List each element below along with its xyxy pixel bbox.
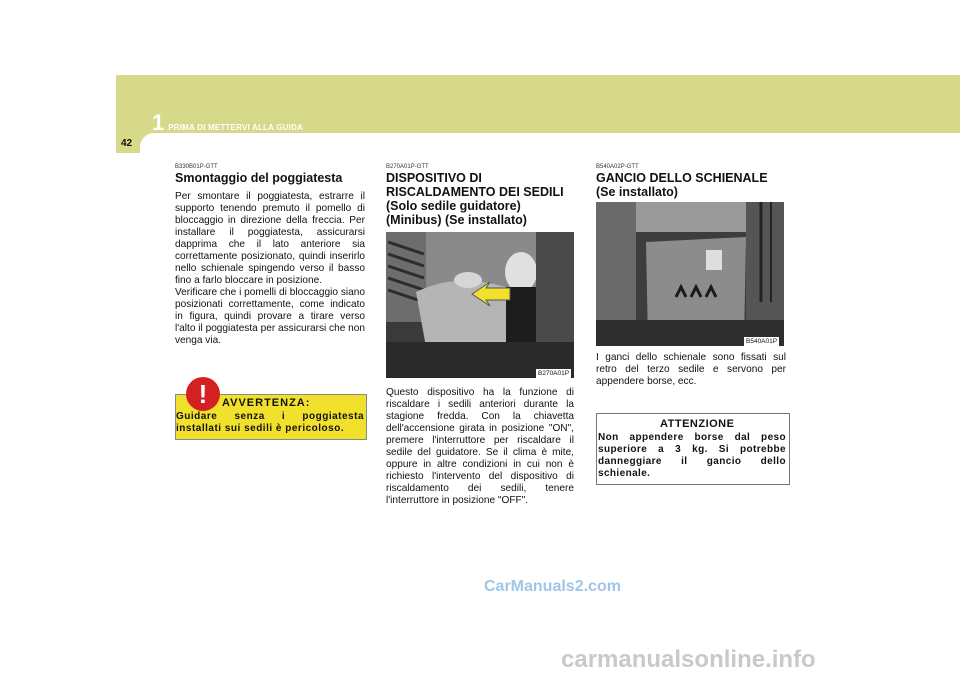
image-caption: B540A01P (746, 338, 778, 345)
section-code: B540A02P-GTT (596, 164, 639, 170)
section-body: Questo dispositivo ha la funzione di riscaldare i sedili anteriori durante la stagione fredda. Con la chiavetta dell'accensione girata in posizione "ON", premere l'interruttore per riscaldare il sedile del guidatore. Se il clima è mite, oppure in altre condizioni in cui non è richiesto l'intervento del dispositivo di riscaldamento dei sedili, tenere l'interruttore in posizione "OFF". (386, 387, 574, 506)
section-body: I ganci dello schienale sono fissati sul retro del terzo sedile e servono per appendere borse, ecc. (596, 352, 786, 387)
warning-text: Guidare senza i poggiatesta installati sui sedili è pericoloso. (176, 411, 364, 434)
chapter-heading (152, 110, 303, 136)
caution-text: Non appendere borse dal peso superiore a 3 kg. Si potrebbe danneggiare il gancio dello schienale. (598, 432, 786, 479)
page-number: 42 (121, 138, 133, 149)
image-caption: B270A01P (538, 370, 570, 377)
body-paragraph: Verificare che i pomelli di bloccaggio siano posizionati correttamente, come indicato in figura, quindi provare a tirare verso l'alto il poggiatesta per assicurarsi che non venga via. (175, 287, 365, 346)
section-heading: DISPOSITIVO DI RISCALDAMENTO DEI SEDILI (Solo sedile guidatore) (Minibus) (Se installato) (386, 171, 564, 227)
section-headrest-removal (175, 164, 365, 347)
seat-heater-illustration (386, 232, 574, 378)
page-tab-inner (140, 133, 960, 153)
watermark-top: CarManuals2.com (484, 578, 621, 595)
chapter-title: PRIMA DI METTERVI ALLA GUIDA (168, 123, 304, 132)
body-paragraph: Per smontare il poggiatesta, estrarre il supporto tenendo premuto il pomello di bloccaggio in direzione della freccia. Per installare il poggiatesta, assicurarsi dapprima che il lato anteriore sia correttamente posizionato, quindi inserirlo nello schienale spingendo verso il basso fino a farlo bloccare in posizione. (175, 191, 365, 286)
seatback-hook-illustration (596, 202, 784, 346)
seat-heater-photo (386, 232, 574, 378)
warning-title: AVVERTENZA: (222, 397, 311, 409)
section-heading: GANCIO DELLO SCHIENALE (Se installato) (596, 171, 768, 199)
warning-icon: ! (186, 377, 220, 411)
caution-title: ATTENZIONE (660, 418, 735, 430)
watermark-bottom: carmanualsonline.info (561, 646, 816, 673)
chapter-number: 1 (152, 110, 165, 135)
section-seat-heater (386, 164, 576, 233)
section-heading: Smontaggio del poggiatesta (175, 171, 343, 185)
section-body (175, 191, 365, 347)
seatback-hook-photo (596, 202, 784, 346)
section-code: B330B01P-GTT (175, 164, 218, 170)
section-code: B270A01P-GTT (386, 164, 429, 170)
section-seatback-hook (596, 164, 788, 205)
